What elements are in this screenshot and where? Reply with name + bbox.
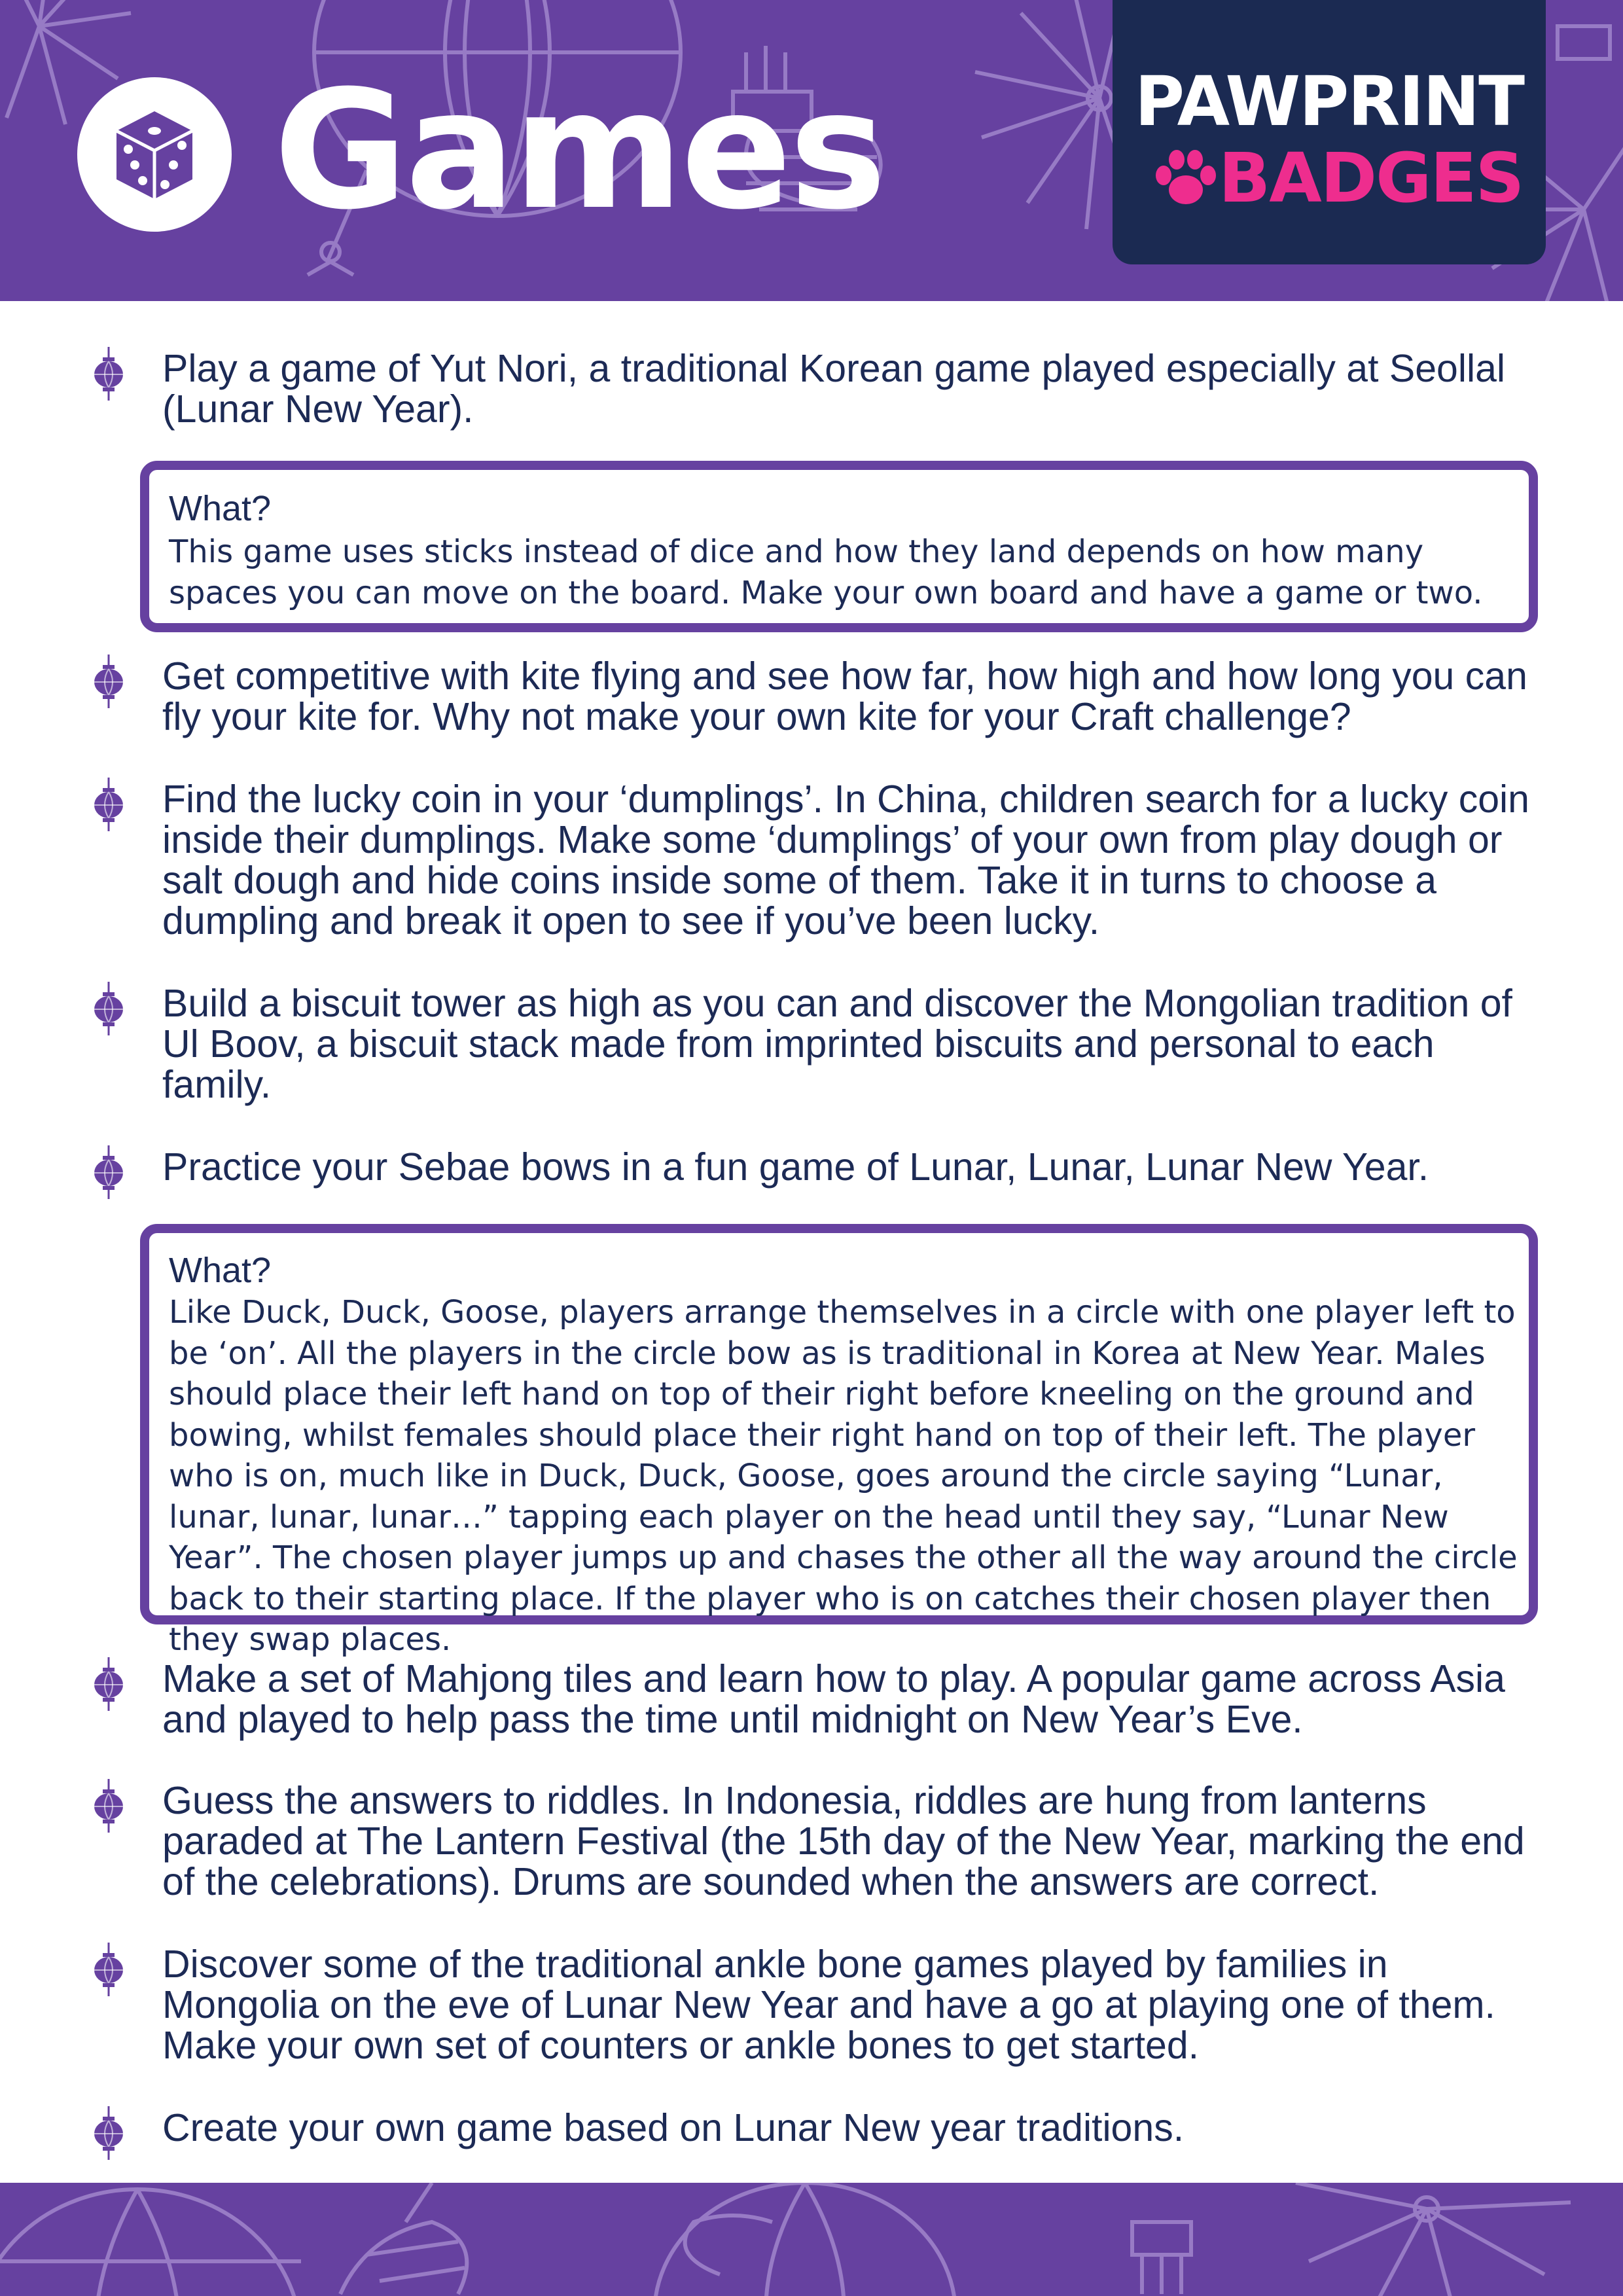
- list-item: Discover some of the traditional ankle bone games played by families in Mongolia on the eve of Lunar New Year and have a go at playing one of them. Make your own set of counters or ankle bones to get started.: [162, 1943, 1495, 2067]
- info-box-title: What?: [169, 489, 272, 528]
- info-box: [140, 461, 1538, 632]
- lantern-bullet-icon: [90, 347, 127, 402]
- lantern-bullet-icon: [90, 1657, 127, 1712]
- header-banner: [0, 0, 1623, 301]
- logo-line-pawprint: PAWPRINT: [1134, 62, 1524, 141]
- lantern-bullet-icon: [90, 982, 127, 1037]
- lantern-bullet-icon: [90, 778, 127, 833]
- dice-icon-badge: [77, 77, 232, 232]
- list-item: Build a biscuit tower as high as you can and discover the Mongolian tradition of Ul Boov, a biscuit stack made from imprinted biscuits and personal to each family.: [162, 982, 1512, 1106]
- lantern-bullet-icon: [90, 655, 127, 709]
- paw-icon: [1153, 149, 1216, 208]
- footer-banner: [0, 2183, 1623, 2296]
- pawprint-badges-logo: [1113, 0, 1546, 264]
- list-item: Find the lucky coin in your ‘dumplings’. In China, children search for a lucky coin inside their dumplings. Make some ‘dumplings’ of your own from play dough or salt dough and hide coins inside some of them. Take it in turns to choose a dumpling and break it open to see if you’ve been lucky.: [162, 778, 1529, 942]
- list-item: Make a set of Mahjong tiles and learn how to play. A popular game across Asia and played to help pass the time until midnight on New Year’s Eve.: [162, 1657, 1505, 1741]
- lantern-bullet-icon: [90, 2106, 127, 2161]
- list-item: Create your own game based on Lunar New year traditions.: [162, 2106, 1185, 2149]
- logo-line-badges-row: [1153, 139, 1546, 217]
- info-box-body: This game uses sticks instead of dice and how they land depends on how many spaces you can move on the board. Make your own board and have a game or two.: [169, 533, 1483, 611]
- list-item: Play a game of Yut Nori, a traditional Korean game played especially at Seollal (Lunar New Year).: [162, 347, 1506, 431]
- list-item: Get competitive with kite flying and see how far, how high and how long you can fly your kite for. Why not make your own kite for your Craft challenge?: [162, 655, 1527, 738]
- logo-line-badges: BADGES: [1219, 138, 1524, 218]
- lantern-bullet-icon: [90, 1943, 127, 1998]
- list-item: Guess the answers to riddles. In Indonesia, riddles are hung from lanterns paraded at The Lantern Festival (the 15th day of the New Year, marking the end of the celebrations). Drums are sounded when the answers are correct.: [162, 1779, 1525, 1903]
- info-box: [140, 1224, 1538, 1658]
- info-box-body: Like Duck, Duck, Goose, players arrange themselves in a circle with one player left to be ‘on’. All the players in the circle bow as is traditional in Korea at New Year. Males should place their left hand on top of their right before kneeling on the ground and bowing, whilst females should place their right hand on top of their left. The player who is on, much like in Duck, Duck, Goose, goes around the circle saying “Lunar, lunar, lunar, lunar…” tapping each player on the head until they say, “Lunar New Year”. The chosen player jumps up and chases the other all the way around the circle back to their starting place. If the player who is on catches their chosen player then they swap places.: [169, 1294, 1518, 1658]
- lantern-bullet-icon: [90, 1145, 127, 1200]
- info-box-title: What?: [169, 1251, 272, 1290]
- lantern-pattern-decoration: [0, 2183, 1623, 2296]
- list-item: Practice your Sebae bows in a fun game of Lunar, Lunar, Lunar New Year.: [162, 1145, 1429, 1189]
- page-title: Games: [274, 55, 884, 245]
- lantern-bullet-icon: [90, 1779, 127, 1834]
- dice-icon: [77, 77, 232, 232]
